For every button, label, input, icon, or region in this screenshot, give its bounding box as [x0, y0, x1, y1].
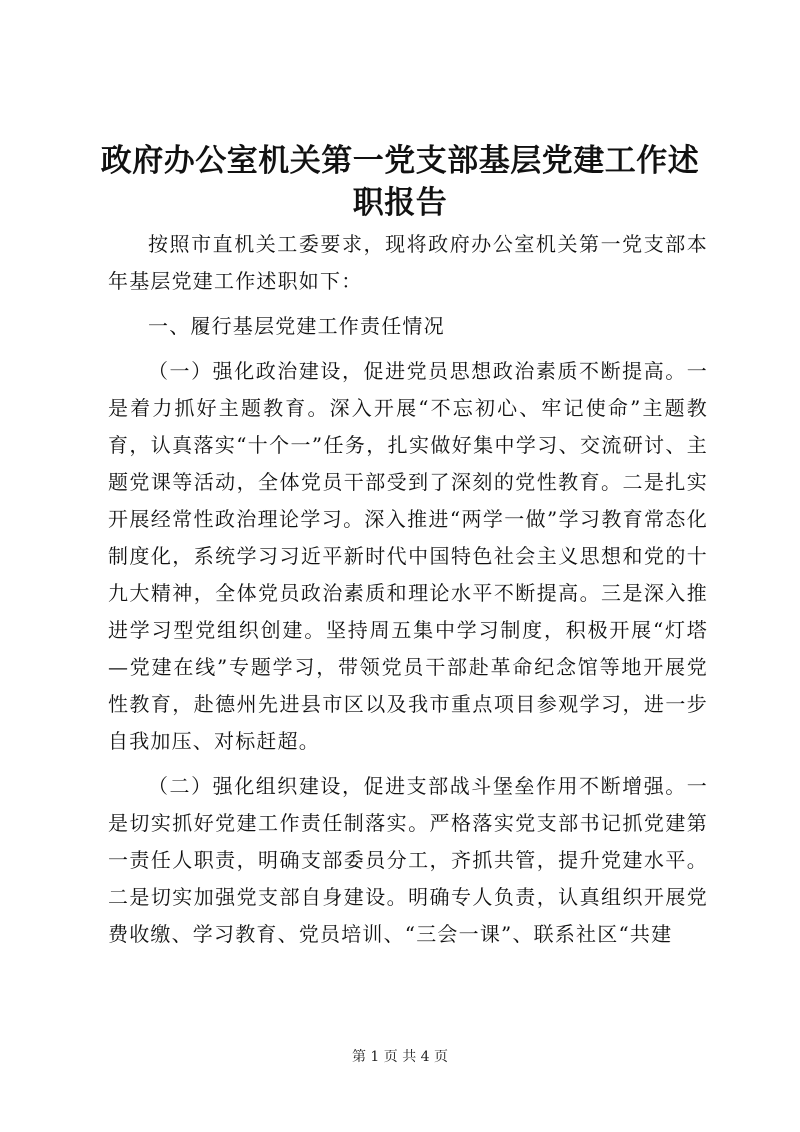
section-heading-1: 一、履行基层党建工作责任情况 — [148, 314, 445, 338]
document-body — [108, 226, 708, 953]
page-footer: 第 1 页 共 4 页 — [351, 1049, 449, 1065]
organization-building-paragraph: （二）强化组织建设，促进支部战斗堡垒作用不断增强。一是切实抓好党建工作责任制落实。严格落实党支部书记抓党建第一责任人职责，明确支部委员分工，齐抓共管，提升党建水平。二是切实加强党支部自身建设。明确专人负责，认真组织开展党费收缴、学习教育、党员培训、“三会一课”、联系社区“共建 — [108, 774, 708, 946]
intro-paragraph: 按照市直机关工委要求，现将政府办公室机关第一党支部本年基层党建工作述职如下： — [108, 232, 708, 293]
political-building-paragraph: （一）强化政治建设，促进党员思想政治素质不断提高。一是着力抓好主题教育。深入开展“不忘初心、牢记使命”主题教育，认真落实“十个一”任务，扎实做好集中学习、交流研讨、主题党课等活动，全体党员干部受到了深刻的党性教育。二是扎实开展经常性政治理论学习。深入推进“两学一做”学习教育常态化制度化，系统学习习近平新时代中国特色社会主义思想和党的十九大精神，全体党员政治素质和理论水平不断提高。三是深入推进学习型党组织创建。坚持周五集中学习制度，积极开展“灯塔—党建在线”专题学习，带领党员干部赴革命纪念馆等地开展党性教育，赴德州先进县市区以及我市重点项目参观学习，进一步自我加压、对标赶超。 — [108, 359, 708, 753]
document-title: 政府办公室机关第一党支部基层党建工作述职报告 — [100, 143, 700, 221]
